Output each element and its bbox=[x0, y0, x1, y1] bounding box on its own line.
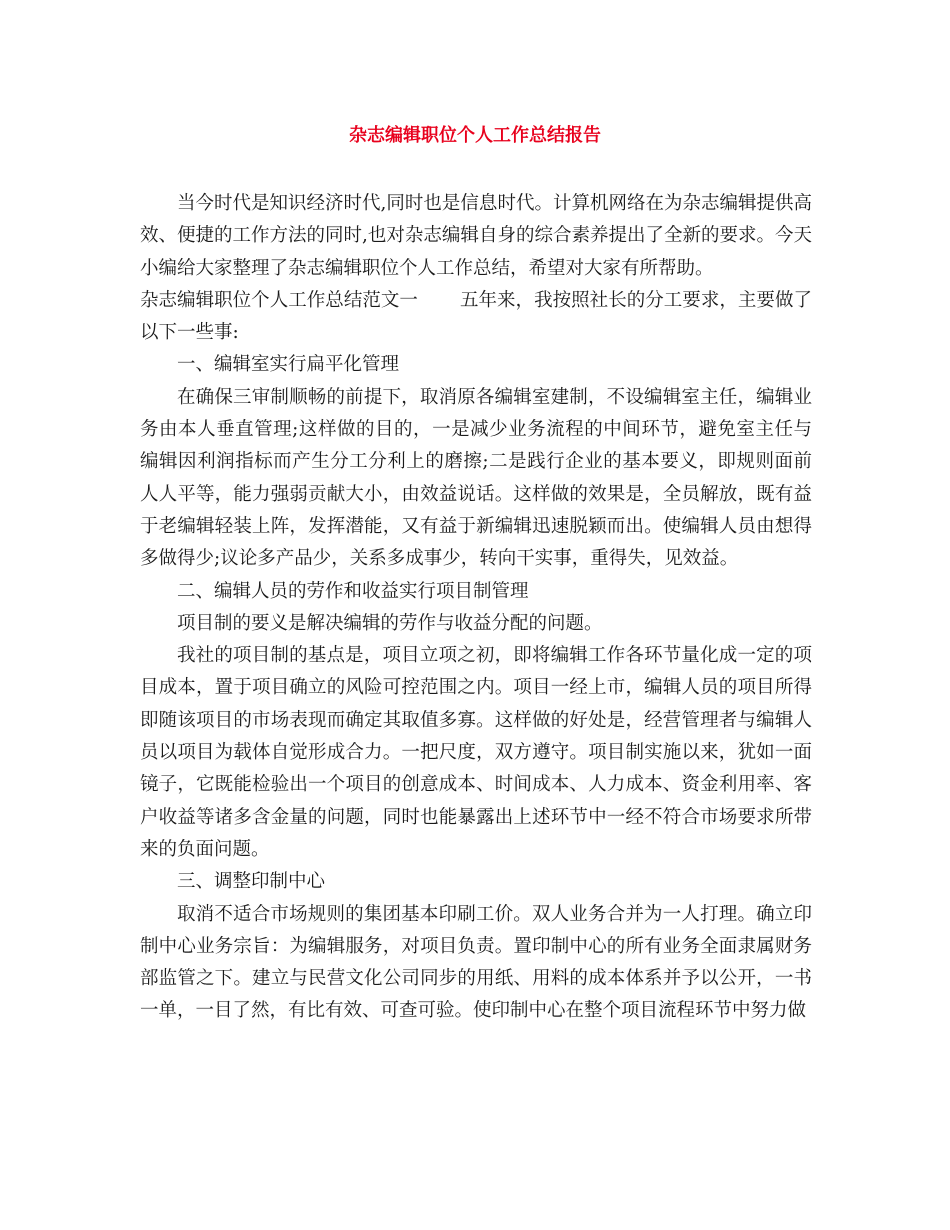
sample-opening: 五年来，我按照社长的分工要求，主要做了以下一些事: bbox=[140, 289, 812, 344]
section-paragraph-3: 取消不适合市场规则的集团基本印刷工价。双人业务合并为一人打理。确立印制中心业务宗旨：为编辑服务，对项目负责。置印制中心的所有业务全面隶属财务部监管之下。建立与民营文化公司同步的用纸、用料的成本体系并予以公开，一书一单，一目了然，有比有效、可查可验。使印制中心在整个项目流程环节中努力做 bbox=[140, 903, 812, 1022]
section-paragraph-2a: 项目制的要义是解决编辑的劳作与收益分配的问题。 bbox=[177, 612, 603, 634]
section-heading-3: 三、调整印制中心 bbox=[177, 871, 326, 893]
document-title: 杂志编辑职位个人工作总结报告 bbox=[349, 125, 601, 146]
section-paragraph-1: 在确保三审制顺畅的前提下，取消原各编辑室建制，不设编辑室主任，编辑业务由本人垂直管理;这样做的目的，一是减少业务流程的中间环节，避免室主任与编辑因利润指标而产生分工分利上的磨擦;二是践行企业的基本要义，即规则面前人人平等，能力强弱贡献大小，由效益说话。这样做的效果是，全员解放，既有益于老编辑轻装上阵，发挥潜能，又有益于新编辑迅速脱颖而出。使编辑人员由想得多做得少;议论多产品少，关系多成事少，转向干实事，重得失，见效益。 bbox=[140, 386, 812, 570]
sample-label: 杂志编辑职位个人工作总结范文一 bbox=[140, 289, 418, 311]
section-heading-1: 一、编辑室实行扁平化管理 bbox=[177, 354, 400, 376]
document-body bbox=[140, 188, 812, 1028]
section-heading-2: 二、编辑人员的劳作和收益实行项目制管理 bbox=[177, 580, 529, 602]
section-paragraph-2b: 我社的项目制的基点是，项目立项之初，即将编辑工作各环节量化成一定的项目成本，置于项目确立的风险可控范围之内。项目一经上市，编辑人员的项目所得即随该项目的市场表现而确定其取值多寡。这样做的好处是，经营管理者与编辑人员以项目为载体自觉形成合力。一把尺度，双方遵守。项目制实施以来，犹如一面镜子，它既能检验出一个项目的创意成本、时间成本、人力成本、资金利用率、客户收益等诸多含金量的问题，同时也能暴露出上述环节中一经不符合市场要求所带来的负面问题。 bbox=[140, 645, 812, 860]
intro-paragraph: 当今时代是知识经济时代,同时也是信息时代。计算机网络在为杂志编辑提供高效、便捷的工作方法的同时,也对杂志编辑自身的综合素养提出了全新的要求。今天小编给大家整理了杂志编辑职位个人工作总结，希望对大家有所帮助。 bbox=[140, 193, 812, 279]
sample-paragraph bbox=[140, 285, 812, 350]
